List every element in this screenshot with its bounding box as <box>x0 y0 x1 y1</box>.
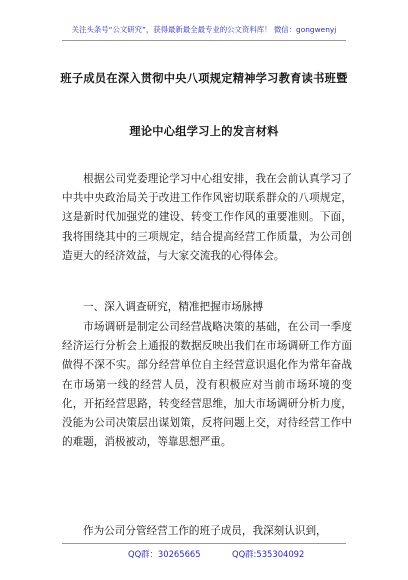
paragraph-market-research <box>62 318 352 452</box>
paragraph-role <box>62 522 352 541</box>
top-banner: 关注头条号“公文研究”，获得最新最全最专业的公文资料库！ 微信：gongwenyj <box>71 25 337 34</box>
paragraph-intro-text: 根据公司党委理论学习中心组安排，我在会前认真学习了中共中央政治局关于改进工作作风密切联系群众的八项规定，这是新时代加强党的建设、转变工作作风的重要准则。下面，我将围绕其中的三项规定，结合提高经营工作质量，为公司创造更大的经济效益，与大家交流我的心得体会。 <box>62 173 352 262</box>
bottom-divider <box>62 543 346 544</box>
section-heading-1 <box>62 298 352 317</box>
paragraph-market-research-text: 市场调研是制定公司经营战略决策的基础，在公司一季度经济运行分析会上通报的数据反映出我们在市场调研工作方面做得不深不实。部分经营单位自主经营意识退化作为常年奋战在市场第一线的经营人员，没有积极应对当前市场环境的变化，开拓经营思路，转变经营思维，加大市场调研分析力度，没能为公司决策层出谋划策，反将问题上交，对待经营工作中的难题，消极被动，等靠思想严重。 <box>62 321 352 449</box>
footer-qq-group-right: QQ群:535304092 <box>232 549 305 559</box>
document-title-line-2: 理论中心组学习上的发言材料 <box>129 124 279 138</box>
footer-qq-group-left: QQ群：30265665 <box>128 549 201 559</box>
document-title-line-1: 班子成员在深入贯彻中央八项规定精神学习教育读书班暨 <box>60 71 348 85</box>
paragraph-intro <box>62 170 352 266</box>
paragraph-role-text: 作为公司分管经营工作的班子成员，我深刻认识到， <box>83 525 327 537</box>
section-heading-1-text: 一、深入调查研究，精准把握市场脉搏 <box>83 301 264 313</box>
top-divider <box>62 40 346 41</box>
